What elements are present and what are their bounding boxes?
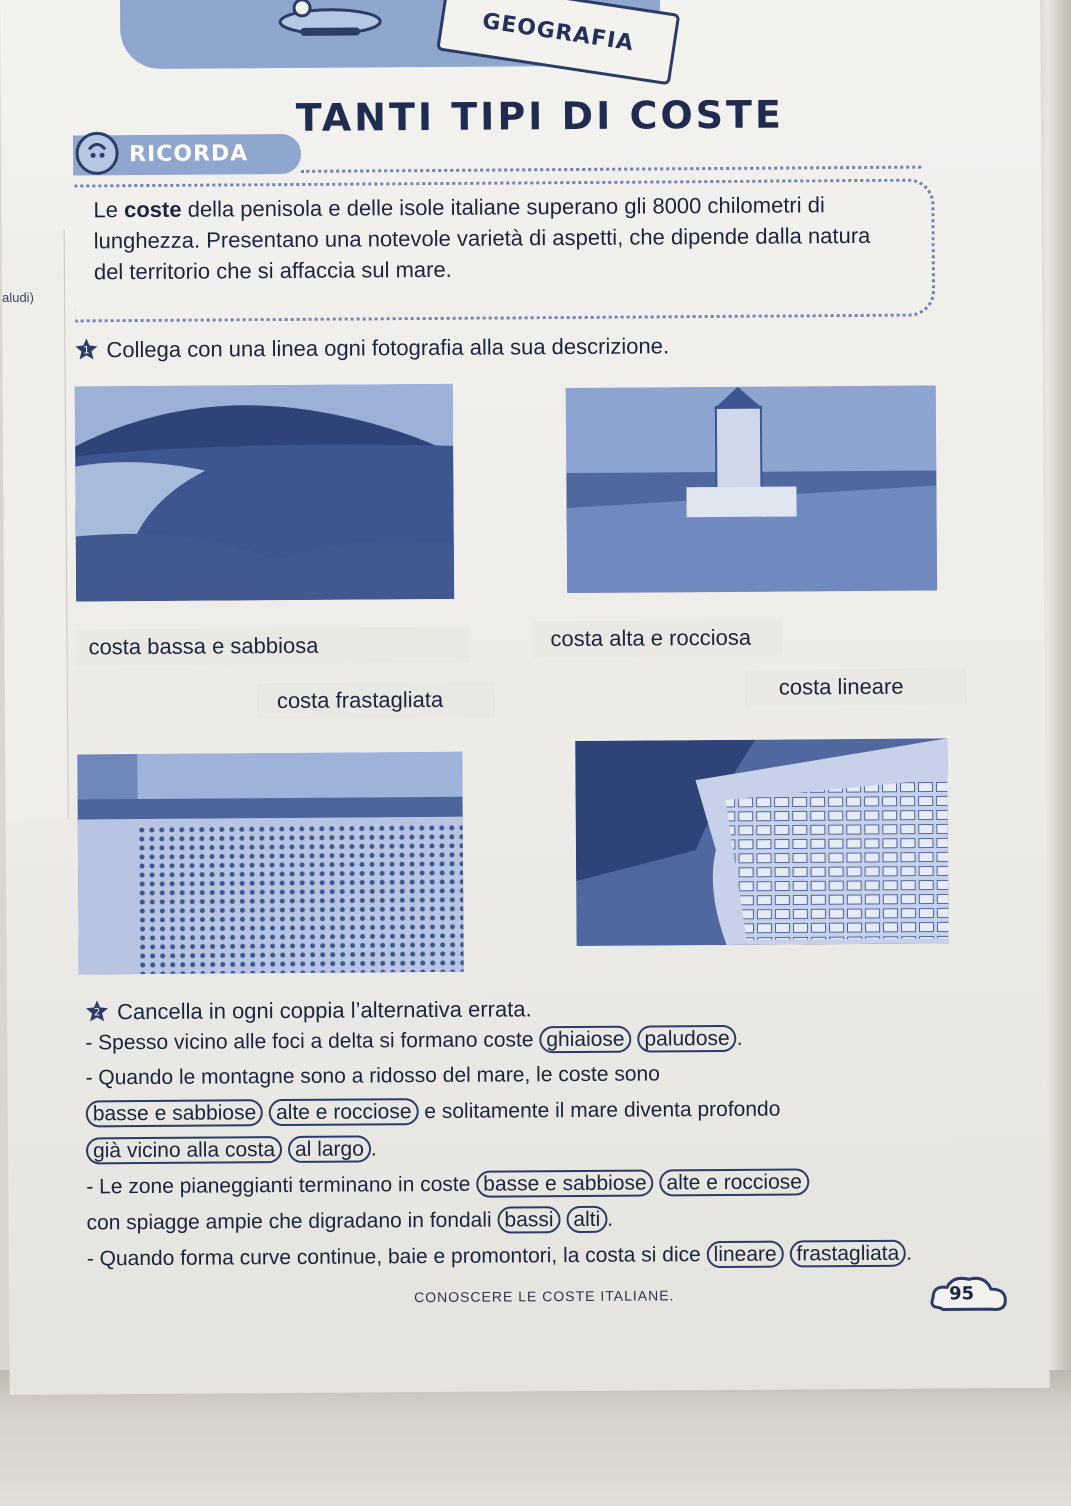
ricorda-text-start: Le — [93, 197, 125, 223]
exercise-line-5 — [86, 1170, 809, 1199]
label-rocky-text: costa alta e rocciosa — [550, 624, 752, 652]
label-jagged-text: costa frastagliata — [276, 686, 444, 714]
option-alti[interactable]: alti — [566, 1206, 607, 1233]
line-3-text: e solitamente il mare diventa profondo — [424, 1097, 781, 1124]
option-frastagliata[interactable]: frastagliata — [789, 1240, 906, 1268]
photo-tower-beach — [566, 385, 937, 593]
line-6-end: . — [607, 1207, 614, 1231]
option-basse-sabbiose-2[interactable]: basse e sabbiose — [476, 1169, 654, 1197]
section-label: GEOGRAFIA — [480, 8, 636, 56]
line-6-text: con spiagge ampie che digradano in fondali — [86, 1208, 492, 1235]
label-linear-coast[interactable] — [745, 668, 967, 706]
exercise-line-4 — [86, 1137, 377, 1163]
photo-crowded-beach — [77, 752, 464, 975]
exercise-line-1 — [85, 1027, 742, 1056]
exercise-2-instruction — [85, 996, 532, 1025]
page-number: 95 — [948, 1283, 975, 1305]
exercise-line-7 — [87, 1242, 912, 1272]
option-bassi[interactable]: bassi — [497, 1206, 560, 1233]
line-7-text: - Quando forma curve continue, baie e promontori, la costa si dice — [86, 1243, 701, 1271]
label-sandy-text: costa bassa e sabbiosa — [88, 632, 319, 660]
option-alte-rocciose-2[interactable]: alte e rocciose — [659, 1168, 809, 1196]
ricorda-text — [93, 189, 894, 288]
option-al-largo[interactable]: al largo — [288, 1135, 371, 1163]
label-rocky-coast[interactable] — [532, 620, 782, 658]
option-lineare[interactable]: lineare — [707, 1241, 784, 1269]
footer-text: CONOSCERE LE COSTE ITALIANE. — [414, 1287, 675, 1306]
line-2-text: - Quando le montagne sono a ridosso del mare, le coste sono — [85, 1062, 660, 1090]
label-sandy-coast[interactable] — [76, 627, 468, 666]
line-1-text: - Spesso vicino alle foci a delta si formano coste — [85, 1028, 534, 1055]
line-4-end: . — [370, 1137, 377, 1161]
ricorda-bold-word: coste — [123, 196, 182, 223]
option-ghiaiose[interactable]: ghiaiose — [539, 1026, 631, 1054]
label-linear-text: costa lineare — [778, 673, 904, 700]
airplane-icon — [260, 0, 400, 58]
option-gia-vicino[interactable]: già vicino alla costa — [86, 1136, 282, 1164]
exercise-line-3 — [86, 1098, 781, 1127]
photo-cliff-village — [575, 738, 948, 946]
option-alte-rocciose[interactable]: alte e rocciose — [269, 1098, 419, 1126]
margin-note: aludi) — [2, 289, 34, 305]
svg-text:1: 1 — [83, 345, 90, 357]
label-jagged-coast[interactable] — [257, 682, 495, 720]
exercise-2-text: Cancella in ogni coppia l’alternativa errata. — [116, 996, 532, 1025]
ricorda-text-rest: della penisola e delle isole italiane superano gli 8000 chilometri di lunghezza. Presentano una notevole varietà di aspetti, che dipende dalla natura del territorio che si affaccia sul mare. — [93, 192, 871, 285]
line-7-end: . — [906, 1241, 913, 1265]
line-5-text: - Le zone pianeggianti terminano in coste — [86, 1172, 471, 1199]
adjacent-page-map — [2, 230, 69, 820]
svg-text:2: 2 — [93, 1007, 101, 1019]
ricorda-label: RICORDA — [128, 141, 249, 168]
option-basse-sabbiose[interactable]: basse e sabbiose — [86, 1099, 264, 1127]
exercise-number-icon — [85, 999, 109, 1023]
page-title: TANTI TIPI DI COSTE — [295, 92, 785, 140]
line-1-end: . — [736, 1026, 743, 1050]
exercise-1-text: Collega con una linea ogni fotografia alla sua descrizione. — [106, 333, 670, 363]
exercise-number-icon — [74, 337, 98, 361]
photo-bay — [75, 384, 454, 602]
exercise-line-2 — [85, 1062, 659, 1090]
option-paludose[interactable]: paludose — [637, 1025, 736, 1053]
exercise-line-6 — [86, 1208, 613, 1236]
ricorda-icon — [71, 127, 123, 179]
exercise-1-instruction — [74, 333, 669, 363]
dotted-divider — [301, 166, 921, 173]
section-tag — [436, 0, 680, 85]
